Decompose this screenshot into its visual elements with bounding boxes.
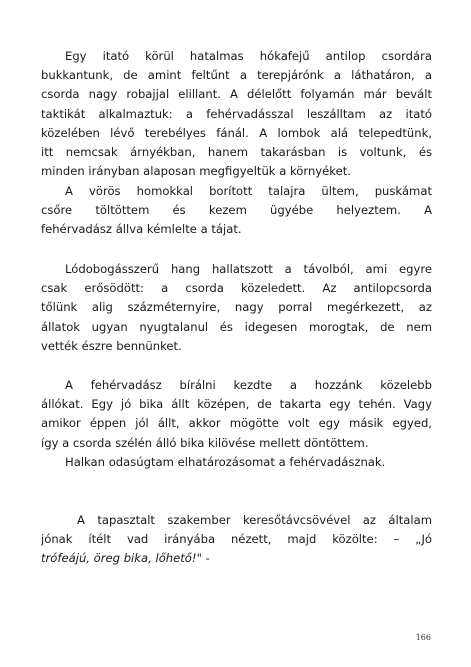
- text-line: minden irányban alaposan megfigyeltük a környéket.: [41, 164, 351, 179]
- paragraph-6: [41, 511, 432, 569]
- paragraph-5: [41, 453, 432, 472]
- text-line: [41, 549, 432, 568]
- text-line: közelében lévő terebélyes fánál. A lombok alá telepedtünk,: [41, 125, 432, 140]
- text-line: Egy itató körül hatalmas hókafejű antilop csordára: [65, 49, 432, 63]
- text-line: csőre töltöttem és kezem ügyébe helyeztem. A: [41, 203, 432, 218]
- text-line: bukkantunk, de amint feltűnt a terepjárónk a láthatáron, a: [41, 68, 432, 83]
- text-line: amikor éppen jól állt, akkor mögötte volt egy másik egyed,: [41, 416, 432, 431]
- text-line: állatok ugyan nyugtalanul és idegesen morogtak, de nem: [41, 319, 432, 334]
- text-line: így a csorda szélén álló bika kilövése mellett döntöttem.: [41, 435, 369, 450]
- paragraph-3: [41, 260, 432, 356]
- paragraph-4: [41, 376, 432, 453]
- text-line: tőlünk alig százméternyire, nagy porral megérkezett, az: [41, 300, 432, 315]
- text-line: csorda nagy robajjal elillant. A délelőtt folyamán már bevált: [41, 87, 432, 102]
- text-line: jónak ítélt vad irányába nézett, majd közölte: – „Jó: [41, 532, 432, 547]
- text-line: Halkan odasúgtam elhatározásomat a fehérvadásznak.: [65, 455, 386, 469]
- text-line: fehérvadász állva kémlelte a tájat.: [41, 222, 242, 237]
- text-line: állókat. Egy jó bika állt középen, de takarta egy tehén. Vagy: [41, 397, 432, 412]
- text-line: csak erősödött: a csorda közeledett. Az antilopcsorda: [41, 281, 432, 296]
- text-line: taktikát alkalmaztuk: a fehérvadásszal leszálltam az itató: [41, 106, 432, 121]
- quote-close: " -: [196, 551, 210, 566]
- text-line: vették észre bennünket.: [41, 338, 182, 353]
- page-number: 166: [415, 633, 431, 642]
- text-line: A vörös homokkal borított talajra ültem, puskámat: [65, 184, 432, 198]
- paragraph-1: [41, 47, 432, 181]
- text-line: A tapasztalt szakember keresőtávcsövével az általam: [77, 513, 432, 527]
- text-line: itt nemcsak árnyékban, hanem takarásban is voltunk, és: [41, 145, 432, 160]
- paragraph-2: [41, 182, 432, 240]
- quoted-speech: trófeájú, öreg bika, lőhető!: [41, 551, 197, 566]
- text-line: A fehérvadász bírálni kezdte a hozzánk közelebb: [65, 378, 432, 392]
- text-line: Lódobogásszerű hang hallatszott a távolból, ami egyre: [65, 262, 432, 276]
